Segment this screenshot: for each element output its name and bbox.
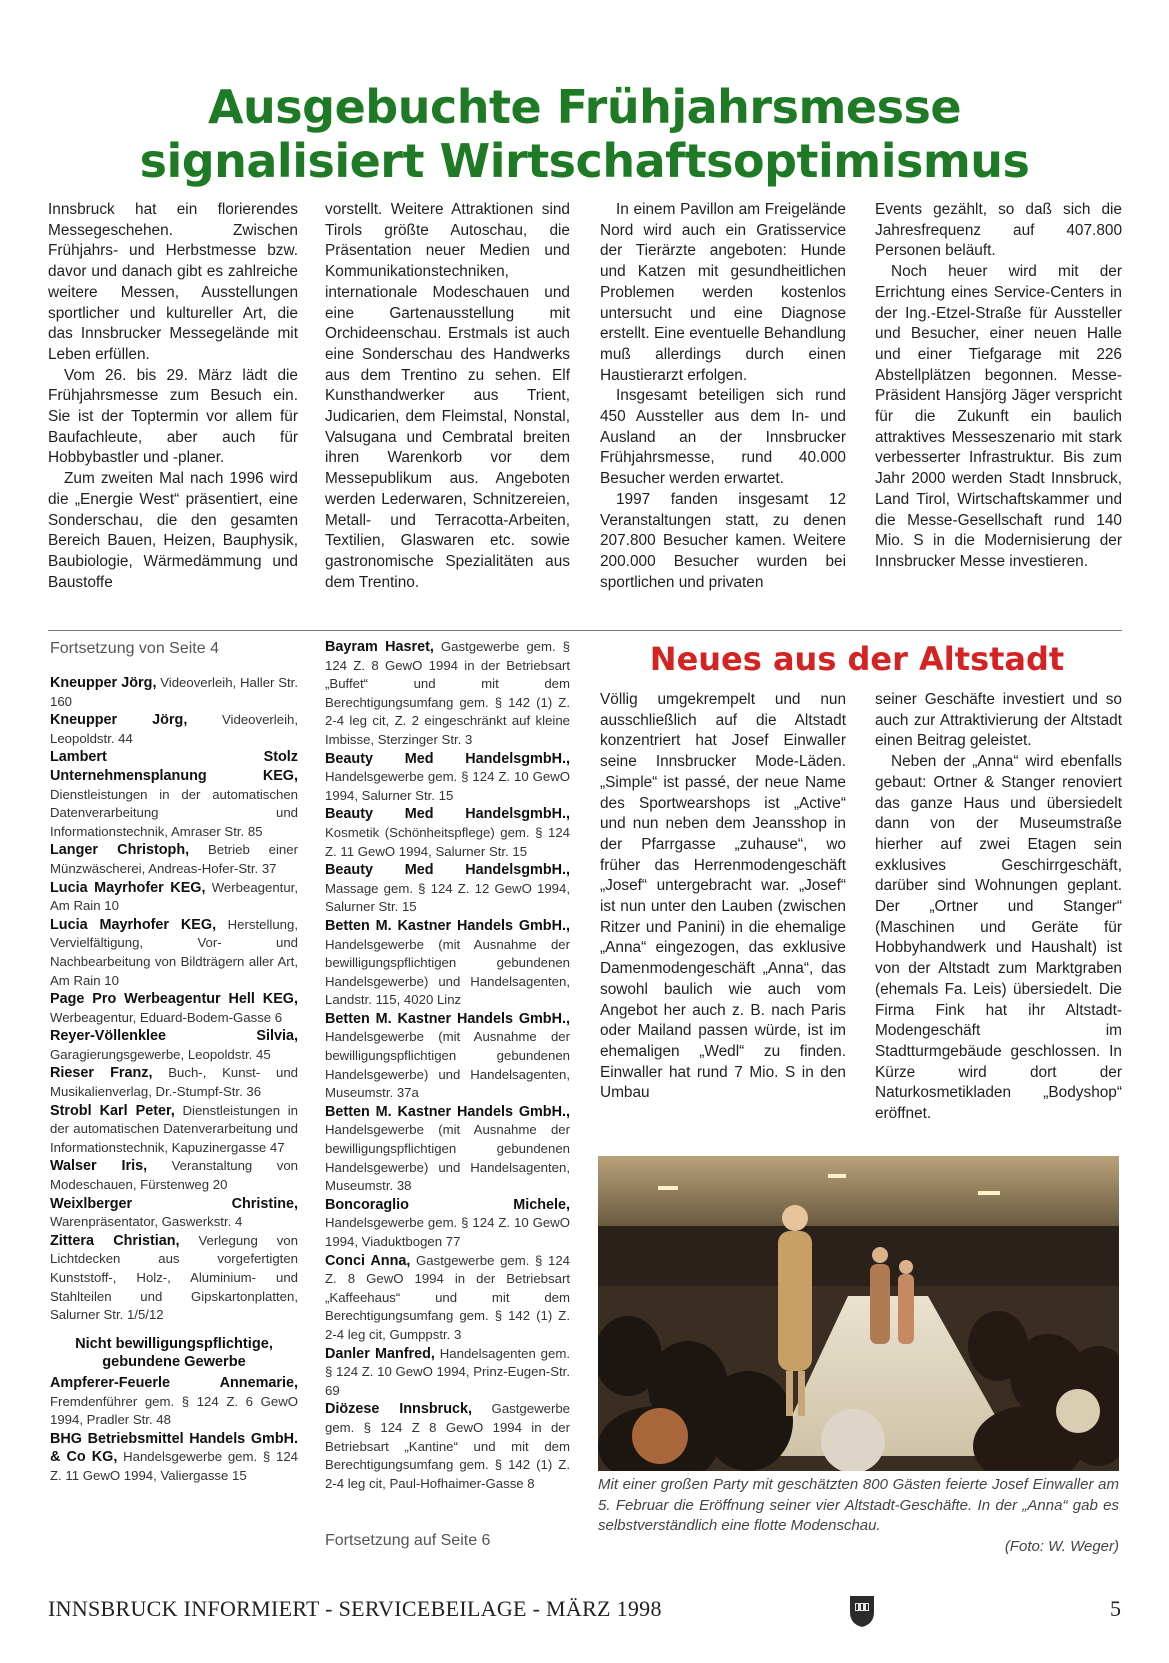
paragraph: Events gezählt, so daß sich die Jahresfrequenz auf 407.800 Personen beläuft. bbox=[875, 201, 1122, 260]
paragraph: Neben der „Anna“ wird ebenfalls gebaut: Ortner & Stanger renoviert das ganze Haus und übersiedelt dann von der Museumstraße hierher auf zwei Etagen sein exklusives Geschirrgeschäft, darüber sind Wohnungen geplant. Der „Ortner und Stanger“ (Maschinen und Geräte für Hobbyhandwerk und Haushalt) ist von der Altstadt zum Marktgraben (ehemals Fa. Leis) übersiedelt. Die Firma Fink hat ihr Altstadt-Modengeschäft im Stadtturmgebäude geschlossen. In Kürze wird dort der Naturkosmetikladen „Bodyshop“ eröffnet. bbox=[875, 753, 1122, 1123]
entry-description: Buch-, Kunst- und Musikalienverlag, Dr.-Stumpf-Str. 36 bbox=[50, 1065, 298, 1100]
entry-name: Ampferer-Feuerle Annemarie, bbox=[50, 1374, 298, 1391]
listing-entry bbox=[325, 638, 570, 750]
listing-entry bbox=[325, 1345, 570, 1401]
headline-line-1: Ausgebuchte Frühjahrsmesse bbox=[207, 80, 962, 134]
entry-name: Strobl Karl Peter, bbox=[50, 1102, 175, 1119]
listing-entry bbox=[50, 711, 298, 748]
entry-description: Handelsgewerbe (mit Ausnahme der bewilligungspflichtigen gebundenen Handelsgewerbe) und Handelsagenten, Museumstr. 38 bbox=[325, 1122, 570, 1194]
article2-column-2 bbox=[875, 690, 1122, 1125]
entry-description: Garagierungsgewerbe, Leopoldstr. 45 bbox=[50, 1046, 271, 1062]
article1-column-1 bbox=[48, 200, 298, 593]
entry-description: Dienstleistungen in der automatischen Datenverarbeitung und Informationstechnik, Amraser Str. 85 bbox=[50, 786, 298, 839]
entry-name: Betten M. Kastner Handels GmbH., bbox=[325, 917, 570, 934]
fashion-show-photo bbox=[598, 1156, 1119, 1471]
listing-entry bbox=[325, 1196, 570, 1252]
entry-description: Handelsgewerbe (mit Ausnahme der bewilligungspflichtigen gebundenen Handelsgewerbe) und Handelsagenten, Landstr. 115, 4020 Linz bbox=[325, 936, 570, 1008]
continued-from-note: Fortsetzung von Seite 4 bbox=[50, 640, 219, 657]
innsbruck-crest-icon bbox=[848, 1594, 876, 1628]
headline-line-2: signalisiert Wirtschaftsoptimismus bbox=[139, 134, 1030, 188]
article2-title: Neues aus der Altstadt bbox=[649, 640, 1065, 678]
entry-name: Lucia Mayrhofer KEG, bbox=[50, 879, 206, 896]
entry-name: Kneupper Jörg, bbox=[50, 712, 188, 729]
listing-entry bbox=[50, 1374, 298, 1430]
paragraph: Noch heuer wird mit der Errichtung eines Service-Centers in der Ing.-Etzel-Straße für Aussteller und Besucher, einer neuen Halle und einer Tiefgarage mit 226 Abstellplätzen begonnen. Messe-Präsident Hansjörg Jäger verspricht für die Zukunft ein baulich attraktives Messeszenario mit stark verbesserter Infrastruktur. Bis zum Jahr 2000 werden Stadt Innsbruck, Land Tirol, Wirtschaftskammer und die Messe-Gesellschaft rund 140 Mio. S in die Modernisierung der Innsbrucker Messe investieren. bbox=[875, 263, 1122, 570]
article1-column-3 bbox=[600, 200, 846, 593]
listing-entry bbox=[50, 1027, 298, 1064]
entry-description: Massage gem. § 124 Z. 12 GewO 1994, Salurner Str. 15 bbox=[325, 880, 570, 915]
entry-description: Handelsgewerbe gem. § 124 Z. 10 GewO 1994, Salurner Str. 15 bbox=[325, 769, 570, 803]
paragraph: seiner Geschäfte investiert und so auch zur Attraktivierung der Altstadt einen Beitrag geleistet. bbox=[875, 691, 1122, 750]
photo-caption bbox=[598, 1475, 1119, 1557]
entry-name: Beauty Med HandelsgmbH., bbox=[325, 750, 570, 767]
entry-name: Danler Manfred, bbox=[325, 1345, 435, 1362]
entry-description: Warenpräsentator, Gaswerkstr. 4 bbox=[50, 1214, 243, 1230]
fashion-show-illustration bbox=[598, 1156, 1119, 1471]
listing-entry bbox=[325, 805, 570, 861]
entry-name: Lucia Mayrhofer KEG, bbox=[50, 916, 217, 933]
footer-publication-line: INNSBRUCK INFORMIERT - SERVICEBEILAGE - MÄRZ 1998 bbox=[48, 1596, 662, 1621]
listing-entry bbox=[325, 1400, 570, 1493]
listing-entry bbox=[50, 1102, 298, 1158]
entry-description: Gastgewerbe gem. § 124 Z. 8 GewO 1994 in der Betriebsart „Buffet“ und mit dem Berechtigungsumfang gem. § 142 (1) Z. 2-4 leg cit, Z. 2 eingeschränkt auf kleine Imbisse, Sterzinger Str. 3 bbox=[325, 639, 570, 747]
listing-subheading: Nicht bewilligungspflichtige, gebundene Gewerbe bbox=[75, 1335, 273, 1371]
entry-name: Boncoraglio Michele, bbox=[325, 1196, 570, 1213]
entry-name: Diözese Innsbruck, bbox=[325, 1401, 473, 1418]
headline bbox=[0, 80, 1169, 188]
entry-description: Handelsgewerbe gem. § 124 Z. 11 GewO 1994, Valiergasse 15 bbox=[50, 1449, 298, 1483]
entry-description: Herstellung, Vervielfältigung, Vor- und Nachbearbeitung von Bildträgern aller Art, Am Rain 10 bbox=[50, 916, 298, 988]
paragraph: Zum zweiten Mal nach 1996 wird die „Energie West“ präsentiert, eine Sonderschau, die den gesamten Bereich Bauen, Heizen, Bauphysik, Baubiologie, Wärmedämmung und Baustoffe bbox=[48, 470, 298, 591]
entry-description: Gastgewerbe gem. § 124 Z 8 GewO 1994 in der Betriebsart „Kantine“ und mit dem Berechtigungsumfang gem. § 142 (1) Z. 2-4 leg cit, Paul-Hofhaimer-Gasse 8 bbox=[325, 1401, 570, 1491]
listing-column-1 bbox=[50, 674, 298, 1486]
entry-description: Handelsagenten gem. § 124 Z. 10 GewO 1994, Prinz-Eugen-Str. 69 bbox=[325, 1345, 570, 1398]
entry-description: Betrieb einer Münzwäscherei, Andreas-Hofer-Str. 37 bbox=[50, 842, 298, 876]
entry-description: Werbeagentur, Eduard-Bodem-Gasse 6 bbox=[50, 1009, 283, 1025]
paragraph: vorstellt. Weitere Attraktionen sind Tirols größte Autoschau, die Präsentation neuer Medien und Kommunikationstechniken, internationale Modeschauen und eine Gartenausstellung mit Orchideenschau. Erstmals ist auch eine Sonderschau des Handwerks aus dem Trentino zu sehen. Elf Kunsthandwerker aus Trient, Judicarien, dem Fleimstal, Nonstal, Valsugana und Cembratal breiten ihren Warenkorb vor dem Messepublikum aus. Angeboten werden Lederwaren, Schnitzereien, Metall- und Terracotta-Arbeiten, Textilien, Glaswaren etc. sowie gastronomische Spezialitäten aus dem Trentino. bbox=[325, 201, 570, 591]
entry-description: Videoverleih, Leopoldstr. 44 bbox=[50, 712, 299, 746]
entry-name: Kneupper Jörg, bbox=[50, 675, 157, 691]
entry-name: Zittera Christian, bbox=[50, 1232, 180, 1249]
article1-column-4 bbox=[875, 200, 1122, 573]
entry-description: Verlegung von Lichtdecken aus vorgefertigten Kunststoff-, Holz-, Aluminium- und Stahlteilen und Gipskartonplatten, Salurner Str. 1/5/12 bbox=[50, 1232, 298, 1323]
section-divider bbox=[48, 630, 1122, 631]
listing-entry bbox=[50, 674, 298, 711]
entry-description: Handelsgewerbe gem. § 124 Z. 10 GewO 1994, Viaduktbogen 77 bbox=[325, 1215, 570, 1249]
photo-credit: (Foto: W. Weger) bbox=[1004, 1537, 1119, 1555]
listing-entry bbox=[50, 1430, 298, 1486]
entry-name: Betten M. Kastner Handels GmbH., bbox=[325, 1103, 570, 1120]
listing-entry bbox=[50, 1195, 298, 1232]
paragraph: Innsbruck hat ein florierendes Messegeschehen. Zwischen Frühjahrs- und Herbstmesse bzw. davor und danach gibt es zahlreiche weitere Messen, Ausstellungen sportlicher und kultureller Art, die das Innsbrucker Messegelände mit Leben erfüllen. bbox=[48, 201, 298, 363]
entry-name: Lambert Stolz Unternehmensplanung KEG, bbox=[50, 749, 298, 784]
listing-entry bbox=[50, 916, 298, 990]
listing-entry bbox=[50, 1064, 298, 1101]
listing-entry bbox=[50, 748, 298, 841]
article2-column-1 bbox=[600, 690, 846, 1104]
entry-name: Walser Iris, bbox=[50, 1158, 148, 1175]
entry-name: Reyer-Völlenklee Silvia, bbox=[50, 1028, 298, 1045]
entry-description: Veranstaltung von Modeschauen, Fürstenweg 20 bbox=[50, 1158, 298, 1193]
entry-name: Rieser Franz, bbox=[50, 1065, 153, 1082]
paragraph: Vom 26. bis 29. März lädt die Frühjahrsmesse zum Besuch ein. Sie ist der Toptermin vor allem für Baufachleute, aber auch für Hobbybastler und -planer. bbox=[48, 366, 298, 467]
entry-name: Conci Anna, bbox=[325, 1252, 411, 1269]
article1-column-2 bbox=[325, 200, 570, 593]
paragraph: Völlig umgekrempelt und nun ausschließlich auf die Altstadt konzentriert hat Josef Einwaller seine Innsbrucker Mode-Läden. „Simple“ ist passé, der neue Name des Sportwearshops ist „Active“ und nun neben dem Jeansshop in der Pfarrgasse „zuhause“, wo früher das Herrenmodengeschäft „Josef“ untergebracht war. „Josef“ ist nun unter den Lauben (zwischen Ritzer und Panini) in die ehemalige „Anna“ eingezogen, das exklusive Damenmodengeschäft „Anna“, das sowohl baulich wie auch vom Angebot her auch z. B. nach Paris oder Mailand passen würde, ist im ehemaligen „Wedl“ zu finden. Einwaller hat rund 7 Mio. S in den Umbau bbox=[600, 691, 846, 1102]
paragraph: 1997 fanden insgesamt 12 Veranstaltungen statt, zu denen 207.800 Besucher kamen. Weitere 200.000 Besucher wurden bei sportlichen und privaten bbox=[600, 490, 846, 591]
entry-name: Weixlberger Christine, bbox=[50, 1195, 298, 1212]
caption-text: Mit einer großen Party mit geschätzten 800 Gästen feierte Josef Einwaller am 5. Februar die Eröffnung seiner vier Altstadt-Geschäfte. In der „Anna“ gab es selbstverständlich eine flotte Modenschau. bbox=[598, 1476, 1119, 1534]
listing-entry bbox=[50, 1232, 298, 1325]
paragraph: Insgesamt beteiligen sich rund 450 Aussteller aus dem In- und Ausland an der Innsbrucker Frühjahrsmesse, rund 40.000 Besucher werden erwartet. bbox=[600, 387, 846, 488]
listing-entry bbox=[325, 1252, 570, 1345]
continued-to-note: Fortsetzung auf Seite 6 bbox=[325, 1532, 491, 1549]
entry-name: BHG Betriebsmittel Handels GmbH. & Co KG, bbox=[50, 1430, 298, 1466]
listing-entry bbox=[50, 990, 298, 1027]
listing-entry bbox=[50, 841, 298, 878]
entry-name: Beauty Med HandelsgmbH., bbox=[325, 806, 570, 823]
page-number: 5 bbox=[1110, 1596, 1121, 1621]
entry-description: Kosmetik (Schönheitspflege) gem. § 124 Z. 11 GewO 1994, Salurner Str. 15 bbox=[325, 824, 570, 859]
entry-description: Handelsgewerbe (mit Ausnahme der bewilligungspflichtigen gebundenen Handelsgewerbe) und Handelsagenten, Museumstr. 37a bbox=[325, 1029, 570, 1101]
listing-entry bbox=[325, 1103, 570, 1196]
entry-description: Dienstleistungen in der automatischen Datenverarbeitung und Informationstechnik, Kapuzinergasse 47 bbox=[50, 1102, 298, 1155]
entry-description: Fremdenführer gem. § 124 Z. 6 GewO 1994, Pradler Str. 48 bbox=[50, 1393, 298, 1428]
entry-name: Beauty Med HandelsgmbH., bbox=[325, 862, 570, 879]
entry-description: Werbeagentur, Am Rain 10 bbox=[50, 879, 298, 914]
listing-entry bbox=[50, 879, 298, 916]
entry-name: Bayram Hasret, bbox=[325, 639, 434, 655]
entry-name: Betten M. Kastner Handels GmbH., bbox=[325, 1010, 570, 1027]
entry-description: Videoverleih, Haller Str. 160 bbox=[50, 675, 298, 709]
listing-entry bbox=[325, 917, 570, 1010]
entry-name: Langer Christoph, bbox=[50, 842, 190, 859]
entry-name: Page Pro Werbeagentur Hell KEG, bbox=[50, 991, 298, 1008]
listing-column-2 bbox=[325, 638, 570, 1493]
paragraph: In einem Pavillon am Freigelände Nord wird auch ein Gratisservice der Tierärzte angeboten: Hunde und Katzen mit gesundheitlichen Problemen werden kostenlos untersucht und eine Diagnose erstellt. Eine eventuelle Behandlung muß allerdings durch einen Haustierarzt erfolgen. bbox=[600, 201, 846, 384]
listing-entry bbox=[325, 750, 570, 806]
listing-entry bbox=[325, 1010, 570, 1103]
listing-entry bbox=[325, 861, 570, 917]
listing-entry bbox=[50, 1157, 298, 1194]
entry-description: Gastgewerbe gem. § 124 Z. 8 GewO 1994 in der Betriebsart „Kaffeehaus“ und mit dem Berechtigungsumfang gem. § 142 (1) Z. 2-4 leg cit, Gumppstr. 3 bbox=[325, 1252, 570, 1342]
